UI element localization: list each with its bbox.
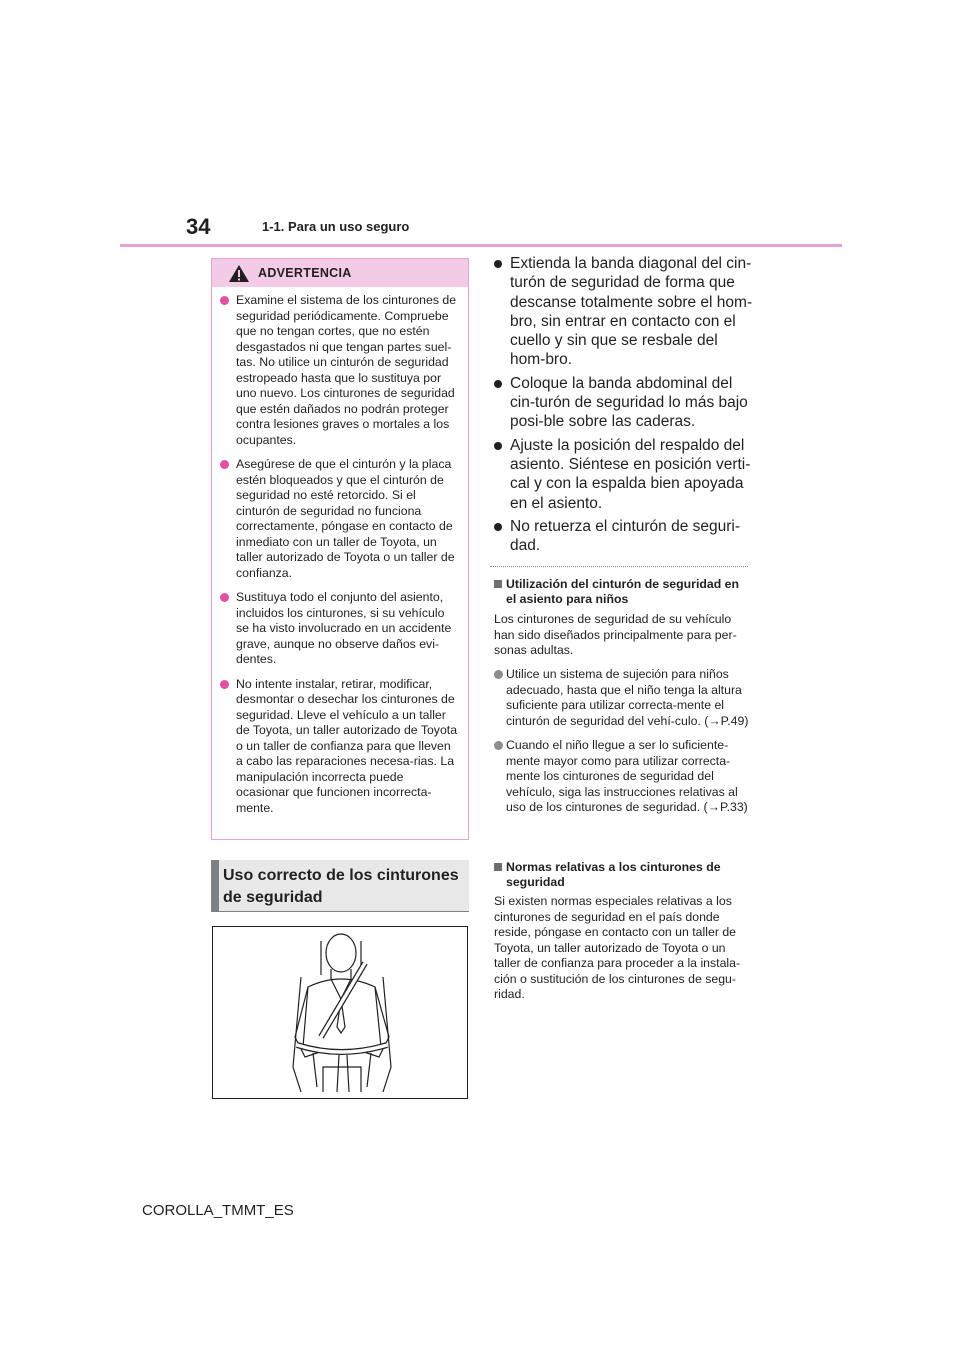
- instruction-item: Ajuste la posición del respaldo del asiento. Siéntese en posición verti-cal y con la espalda bien apoyada en el asiento.: [494, 436, 754, 513]
- section-title: 1-1. Para un uso seguro: [262, 219, 410, 234]
- warning-list: [218, 293, 460, 825]
- regulations-text: Si existen normas especiales relativas a los cinturones de seguridad en el país donde reside, póngase en contacto con un taller de Toyota, un taller autorizado de Toyota o un taller de confianza para proceder a la instala-ción o sustitución de los cinturones de segu-ridad.: [494, 894, 741, 1001]
- warning-title: ADVERTENCIA: [258, 266, 352, 280]
- bullet-icon: [494, 260, 502, 268]
- instruction-item: Coloque la banda abdominal del cin-turón de seguridad lo más bajo posi-ble sobre las caderas.: [494, 374, 754, 432]
- instruction-item: No retuerza el cinturón de seguri-dad.: [494, 517, 754, 556]
- bullet-icon: [220, 296, 229, 305]
- children-subheading: Utilización del cinturón de seguridad en el asiento para niños: [494, 577, 752, 606]
- children-text: Los cinturones de seguridad de su vehículo han sido diseñados principalmente para per-sonas adultas.: [494, 612, 737, 657]
- warning-item: No intente instalar, retirar, modificar, desmontar o desechar los cinturones de seguridad. Lleve el vehículo a un taller de Toyota, un taller autorizado de Toyota o un taller de confianza para que lleven a cabo las reparaciones necesa-rias. La manipulación incorrecta puede ocasionar que funcionen incorrecta-mente.: [218, 677, 460, 817]
- page-number: 34: [186, 214, 211, 239]
- bullet-icon: [494, 523, 502, 531]
- warning-box: [211, 258, 469, 840]
- instruction-item: Extienda la banda diagonal del cin-turón de seguridad de forma que descanse totalmente sobre el hom-bro, sin entrar en contacto con el cuello y sin que se resbale del hom-bro.: [494, 254, 754, 370]
- instruction-list: [494, 254, 754, 559]
- warning-item: Examine el sistema de los cinturones de seguridad periódicamente. Compruebe que no tengan cortes, que no estén desgastados ni que tengan partes suel-tas. No utilice un cinturón de seguridad estropeado hasta que lo sustituya por uno nuevo. Los cinturones de seguridad que estén dañados no podrán proteger contra lesiones graves o mortales a los ocupantes.: [218, 293, 460, 448]
- warning-item: Sustituya todo el conjunto del asiento, incluidos los cinturones, si su vehículo se ha visto involucrado en un accidente grave, aunque no observe daños evi-dentes.: [218, 590, 460, 668]
- children-item: Cuando el niño llegue a ser lo suficiente-mente mayor como para utilizar correcta-mente los cinturones de seguridad del vehículo, siga las instrucciones relativas al uso de los cinturones de seguridad. (→P.33): [492, 738, 750, 816]
- children-list: [492, 667, 750, 825]
- square-bullet-icon: [494, 863, 502, 871]
- bullet-icon: [494, 741, 503, 750]
- warning-header: [212, 259, 468, 287]
- bullet-icon: [494, 670, 503, 679]
- bullet-icon: [494, 442, 502, 450]
- warning-item: Asegúrese de que el cinturón y la placa estén bloqueados y que el cinturón de seguridad no esté retorcido. Si el cinturón de seguridad no funciona correctamente, póngase en contacto de inmediato con un taller de Toyota, un taller autorizado de Toyota o un taller de confianza.: [218, 457, 460, 581]
- regulations-subheading: Normas relativas a los cinturones de seguridad: [494, 860, 752, 889]
- bullet-icon: [494, 380, 502, 388]
- bullet-icon: [220, 680, 229, 689]
- section-divider: [490, 566, 748, 567]
- bullet-icon: [220, 593, 229, 602]
- square-bullet-icon: [494, 580, 502, 588]
- bullet-icon: [220, 460, 229, 469]
- seatbelt-illustration: [212, 926, 468, 1099]
- main-heading: Uso correcto de los cinturones de seguridad: [223, 867, 459, 906]
- main-heading-box: [211, 860, 469, 912]
- warning-triangle-icon: [228, 264, 250, 283]
- seated-person-illustration: [213, 927, 467, 1098]
- children-item: Utilice un sistema de sujeción para niños adecuado, hasta que el niño tenga la altura suficiente para utilizar correcta-mente el cinturón de seguridad del vehí-culo. (→P.49): [492, 667, 750, 729]
- header-rule: [120, 244, 842, 247]
- footer-model-code: COROLLA_TMMT_ES: [142, 1202, 294, 1219]
